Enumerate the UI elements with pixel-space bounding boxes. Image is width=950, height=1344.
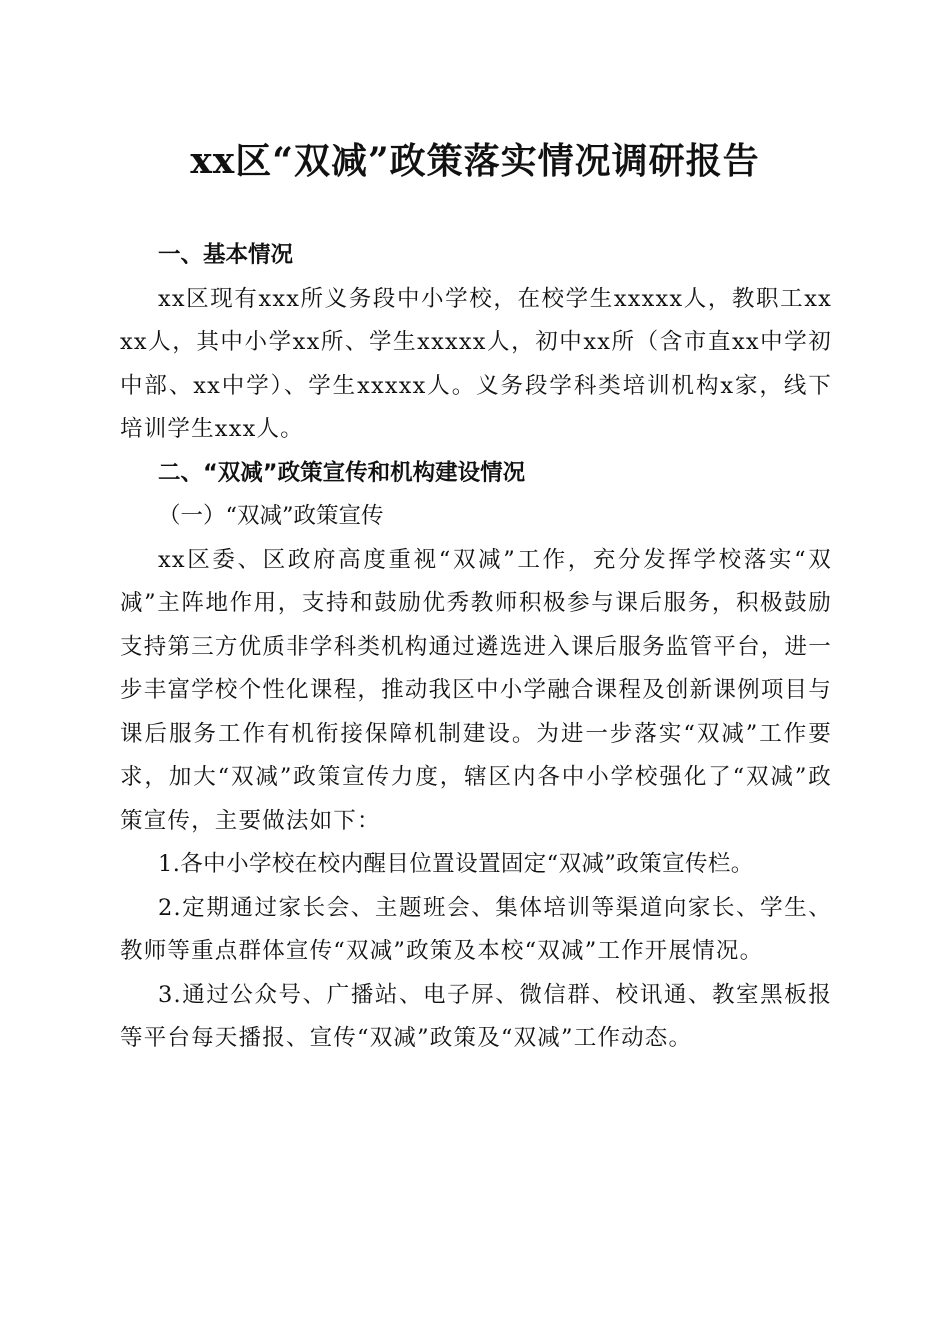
list-item-3: 3.通过公众号、广播站、电子屏、微信群、校讯通、教室黑板报等平台每天播报、宣传“双减”政策及“双减”工作动态。 — [120, 981, 832, 1051]
paragraph-basic-info: xx区现有xxx所义务段中小学校，在校学生xxxxx人，教职工xxxx人，其中小学xx所、学生xxxxx人，初中xx所（含市直xx中学初中部、xx中学）、学生xxxxx人。义务段学科类培训机构x家，线下培训学生xxx人。 — [120, 285, 832, 442]
document-body — [120, 234, 832, 1061]
paragraph-policy-overview: xx区委、区政府高度重视“双减”工作，充分发挥学校落实“双减”主阵地作用，支持和鼓励优秀教师积极参与课后服务，积极鼓励支持第三方优质非学科类机构通过遴选进入课后服务监管平台，进一步丰富学校个性化课程，推动我区中小学融合课程及创新课例项目与课后服务工作有机衔接保障机制建设。为进一步落实“双减”工作要求，加大“双减”政策宣传力度，辖区内各中小学校强化了“双减”政策宣传，主要做法如下： — [120, 546, 832, 834]
document-title: xx区“双减”政策落实情况调研报告 — [190, 140, 760, 182]
section-heading-policy-publicity: 二、“双减”政策宣传和机构建设情况 — [158, 459, 526, 486]
subsection-heading-policy-publicity: （一）“双减”政策宣传 — [158, 503, 384, 529]
list-item-1: 1.各中小学校在校内醒目位置设置固定“双减”政策宣传栏。 — [158, 851, 754, 877]
list-item-2: 2.定期通过家长会、主题班会、集体培训等渠道向家长、学生、教师等重点群体宣传“双减”政策及本校“双减”工作开展情况。 — [120, 894, 832, 964]
section-heading-basic-info: 一、基本情况 — [158, 242, 294, 268]
